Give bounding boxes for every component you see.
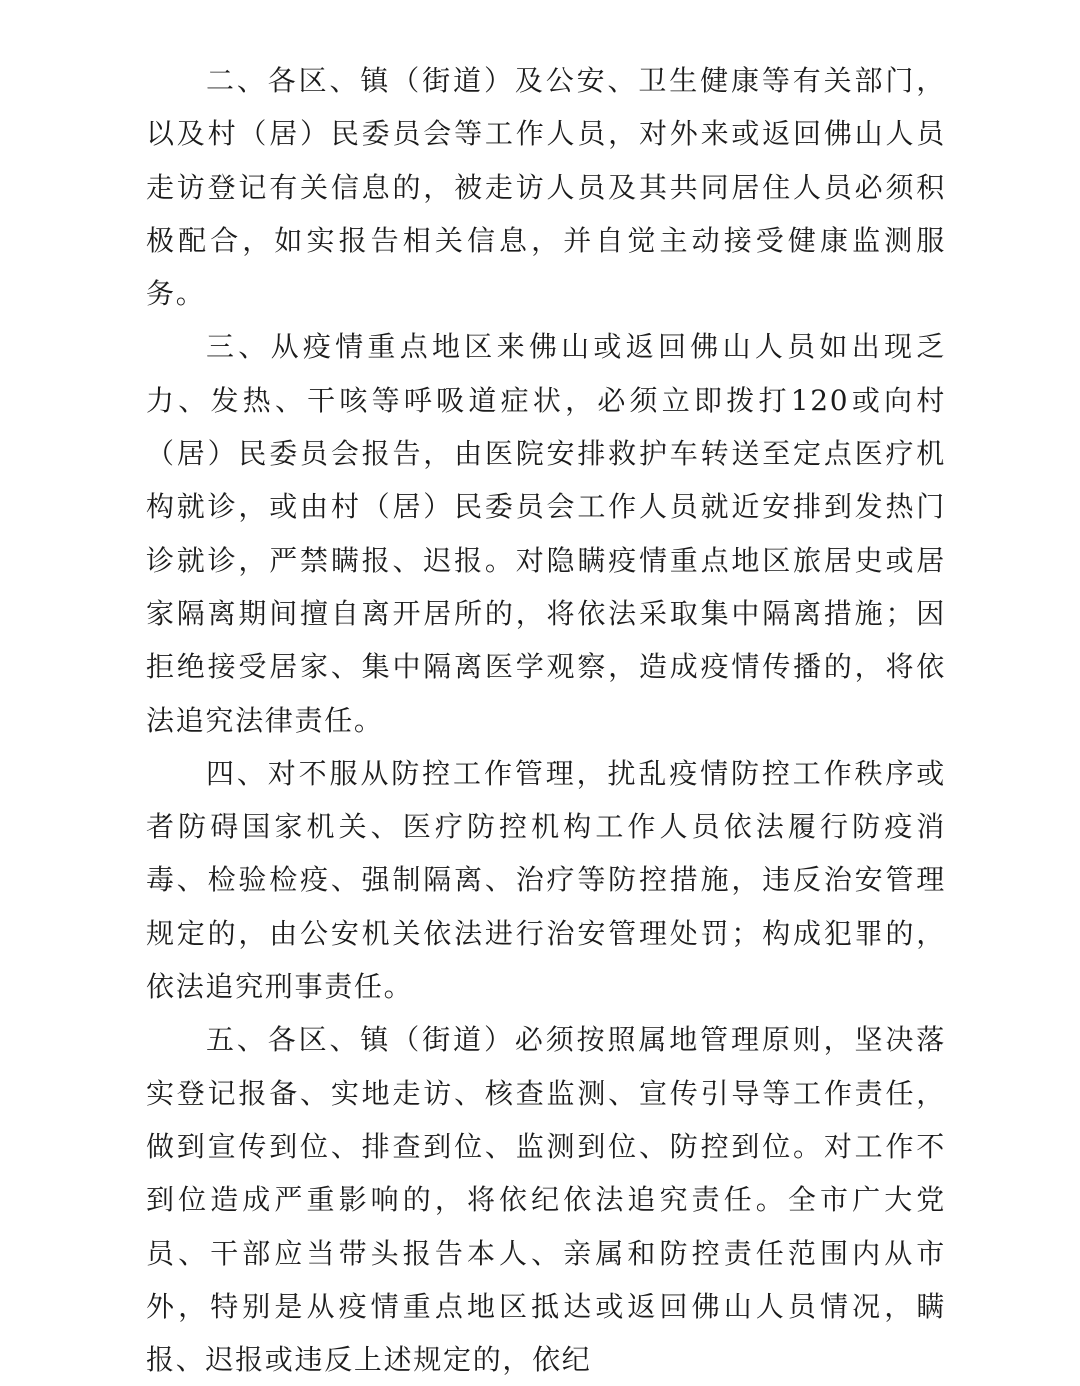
paragraph-item-5: 五、各区、镇（街道）必须按照属地管理原则，坚决落实登记报备、实地走访、核查监测、宣传引导等工作责任，做到宣传到位、排查到位、监测到位、防控到位。对工作不到位造成严重影响的，将依纪依法追究责任。全市广大党员、干部应当带头报告本人、亲属和防控责任范围内从市外，特别是从疫情重点地区抵达或返回佛山人员情况，瞒报、迟报或违反上述规定的，依纪 bbox=[146, 1023, 946, 1377]
document-page bbox=[146, 54, 946, 1386]
paragraph-item-2: 二、各区、镇（街道）及公安、卫生健康等有关部门，以及村（居）民委员会等工作人员，对外来或返回佛山人员走访登记有关信息的，被走访人员及其共同居住人员必须积极配合，如实报告相关信息，并自觉主动接受健康监测服务。 bbox=[146, 64, 946, 311]
paragraph-item-3: 三、从疫情重点地区来佛山或返回佛山人员如出现乏力、发热、干咳等呼吸道症状，必须立即拨打120或向村（居）民委员会报告，由医院安排救护车转送至定点医疗机构就诊，或由村（居）民委员会工作人员就近安排到发热门诊就诊，严禁瞒报、迟报。对隐瞒疫情重点地区旅居史或居家隔离期间擅自离开居所的，将依法采取集中隔离措施；因拒绝接受居家、集中隔离医学观察，造成疫情传播的，将依法追究法律责任。 bbox=[146, 330, 946, 737]
paragraph-item-4: 四、对不服从防控工作管理，扰乱疫情防控工作秩序或者防碍国家机关、医疗防控机构工作人员依法履行防疫消毒、检验检疫、强制隔离、治疗等防控措施，违反治安管理规定的，由公安机关依法进行治安管理处罚；构成犯罪的，依法追究刑事责任。 bbox=[146, 756, 946, 1004]
